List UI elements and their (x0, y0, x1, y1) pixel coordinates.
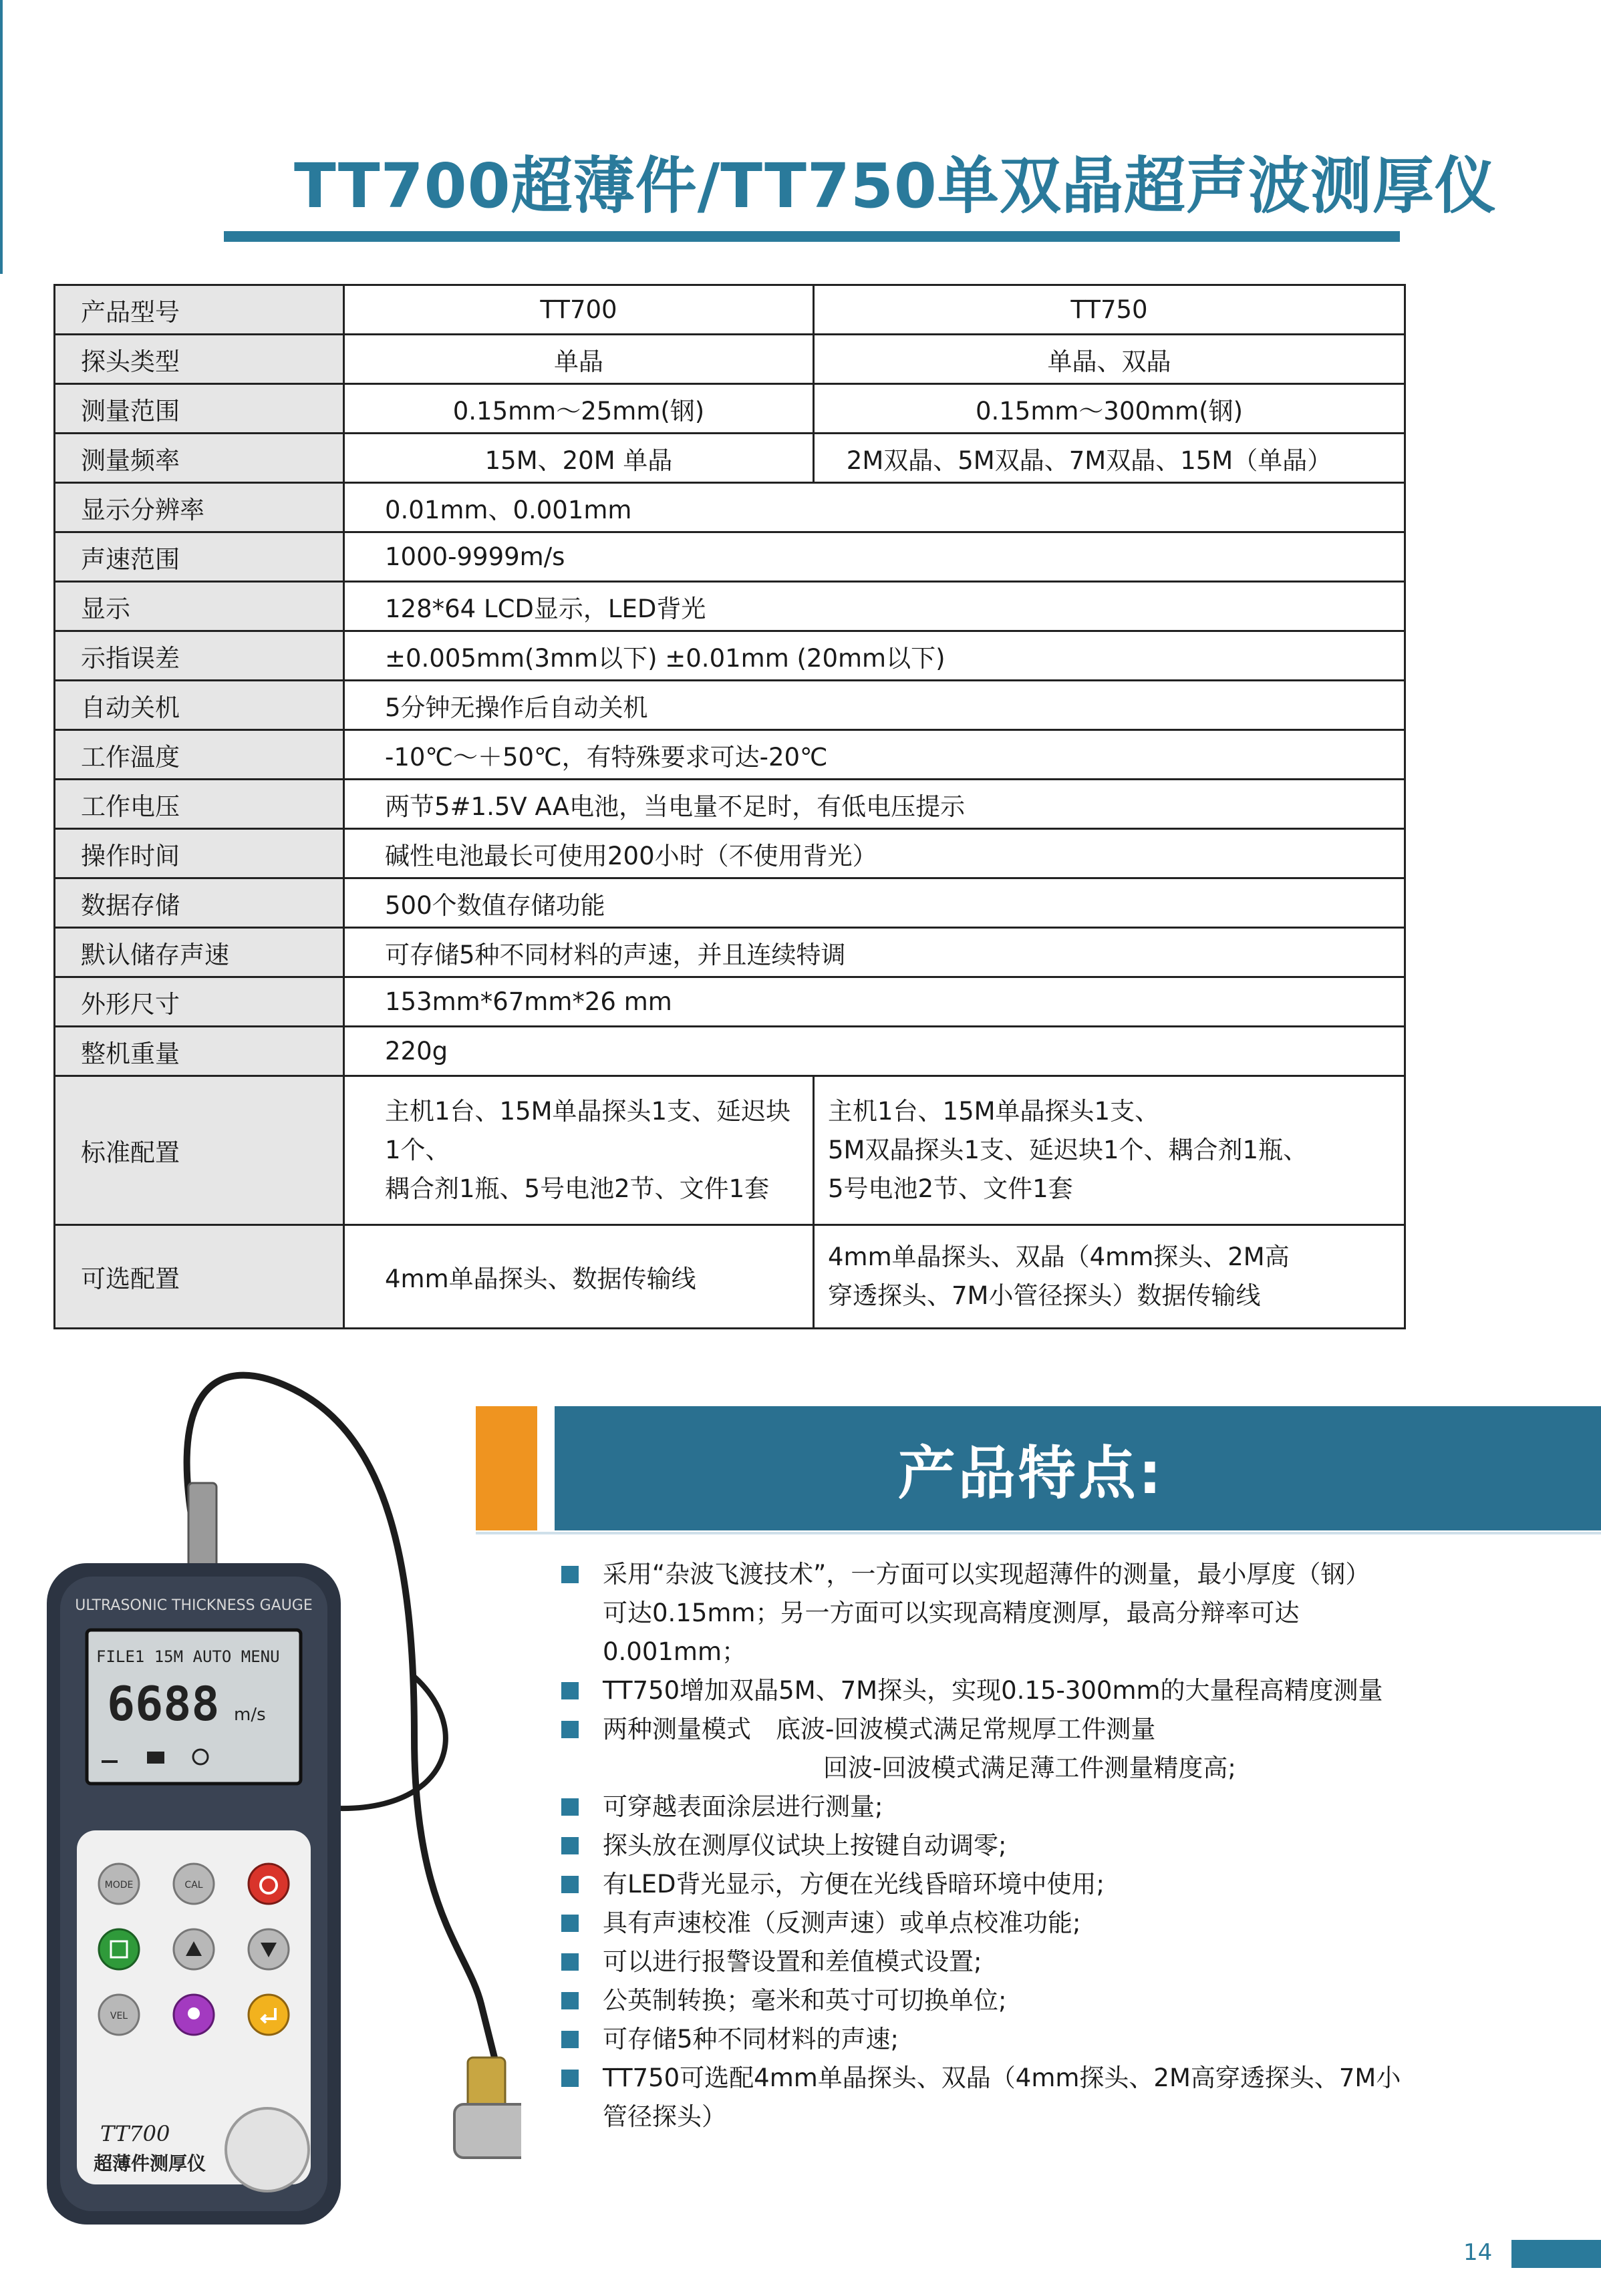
bullet-square-icon (561, 1915, 579, 1932)
features-banner (555, 1406, 1601, 1530)
feature-line: 具有声速校准（反测声速）或单点校准功能; (603, 1909, 1081, 1937)
table-row (55, 1027, 1405, 1076)
power-key (249, 1864, 289, 1904)
feature-subline: 回波-回波模式满足薄工件测量精度高; (823, 1754, 1236, 1782)
bullet-square-icon (561, 1876, 579, 1893)
screen-cursor (102, 1760, 118, 1763)
feature-line: TT750可选配4mm单晶探头、双晶（4mm探头、2M高穿透探头、7M小 (603, 2064, 1401, 2092)
standard-config-tt750 (814, 1076, 1405, 1225)
feature-line: 探头放在测厚仪试块上按键自动调零; (603, 1831, 1007, 1860)
table-row (55, 582, 1405, 631)
list-item (561, 1788, 1417, 1826)
row-label: 整机重量 (55, 1027, 344, 1076)
page-title: TT700超薄件/TT750单双晶超声波测厚仪 (294, 150, 1497, 222)
optional-config-tt700: 4mm单晶探头、数据传输线 (344, 1225, 814, 1329)
save-key (99, 1929, 139, 1969)
row-value: 500个数值存储功能 (344, 878, 1405, 928)
features-heading: 产品特点: (897, 1440, 1165, 1507)
table-row (55, 780, 1405, 829)
screen-header: FILE1 15M AUTO MENU (96, 1647, 280, 1666)
row-label: 显示分辨率 (55, 483, 344, 532)
table-row (55, 730, 1405, 780)
config-line: 5M双晶探头1支、延迟块1个、耦合剂1瓶、 (828, 1136, 1308, 1164)
feature-line: 公英制转换；毫米和英寸可切换单位; (603, 1986, 1007, 2015)
row-label: 声速范围 (55, 532, 344, 582)
feature-line: 可以进行报警设置和差值模式设置; (603, 1947, 982, 1976)
cell-tt700: 单晶 (344, 335, 814, 384)
row-label: 测量范围 (55, 384, 344, 434)
cell-tt700: TT700 (344, 285, 814, 335)
table-row (55, 532, 1405, 582)
battery-icon (147, 1752, 164, 1764)
row-value: 碱性电池最长可使用200小时（不使用背光） (344, 829, 1405, 878)
table-row (55, 878, 1405, 928)
table-row (55, 434, 1405, 483)
config-line: 4mm单晶探头、双晶（4mm探头、2M高 (828, 1243, 1290, 1271)
table-row (55, 977, 1405, 1027)
optional-config-tt750 (814, 1225, 1405, 1329)
brand-text: ULTRASONIC THICKNESS GAUGE (75, 1597, 313, 1614)
coupling-block (226, 2108, 309, 2191)
bullet-square-icon (561, 1992, 579, 2009)
table-row (55, 335, 1405, 384)
list-item (561, 1865, 1417, 1904)
list-item (561, 1671, 1417, 1710)
row-label: 标准配置 (55, 1076, 344, 1225)
list-item (561, 1904, 1417, 1943)
row-label: 测量频率 (55, 434, 344, 483)
cell-tt750: 单晶、双晶 (814, 335, 1405, 384)
cell-tt750 (814, 434, 1405, 483)
bullet-square-icon (561, 1682, 579, 1699)
feature-line: 可存储5种不同材料的声速; (603, 2025, 899, 2054)
feature-line: TT750增加双晶5M、7M探头，实现0.15-300mm的大量程高精度测量 (603, 1676, 1383, 1705)
feature-line: 两种测量模式 底波-回波模式满足常规厚工件测量 (603, 1715, 1156, 1744)
feature-line: 0.001mm； (603, 1637, 747, 1666)
config-line: 主机1台、15M单晶探头1支、延迟块1个、 (385, 1097, 791, 1164)
row-label: 操作时间 (55, 829, 344, 878)
screen-unit: m/s (234, 1705, 266, 1725)
cable-connector (188, 1483, 216, 1570)
cell-tt700: 0.15mm～25mm(钢) (344, 384, 814, 434)
list-item (561, 1555, 1417, 1671)
bullet-square-icon (561, 1721, 579, 1738)
bullet-square-icon (561, 1837, 579, 1854)
bullet-square-icon (561, 2070, 579, 2087)
enter-key (249, 1995, 289, 2035)
list-item (561, 1826, 1417, 1865)
cal-key-label: CAL (184, 1880, 203, 1891)
row-label: 可选配置 (55, 1225, 344, 1329)
list-item (561, 1943, 1417, 1981)
row-value: 220g (344, 1027, 1405, 1076)
table-row (55, 829, 1405, 878)
vel-key-label: VEL (110, 2011, 128, 2021)
left-edge-stripe (0, 0, 3, 274)
row-label: 工作温度 (55, 730, 344, 780)
title-underline (224, 231, 1400, 242)
row-value: 1000-9999m/s (344, 532, 1405, 582)
device-model: TT700 (100, 2121, 170, 2146)
table-row (55, 681, 1405, 730)
table-row (55, 384, 1405, 434)
row-value: 0.01mm、0.001mm (344, 483, 1405, 532)
feature-line: 采用“杂波飞渡技术”，一方面可以实现超薄件的测量，最小厚度（钢） (603, 1560, 1370, 1589)
row-label: 自动关机 (55, 681, 344, 730)
config-line: 主机1台、15M单晶探头1支、 (828, 1097, 1160, 1126)
row-value: -10℃～＋50℃，有特殊要求可达-20℃ (344, 730, 1405, 780)
page-number-bar (1511, 2240, 1601, 2268)
standard-config-tt700 (344, 1076, 814, 1225)
row-label: 产品型号 (55, 285, 344, 335)
spec-table (53, 284, 1406, 1329)
row-value: 5分钟无操作后自动关机 (344, 681, 1405, 730)
row-value: 153mm*67mm*26 mm (344, 977, 1405, 1027)
screen-value: 6688 (107, 1677, 220, 1732)
table-row (55, 928, 1405, 977)
row-label: 数据存储 (55, 878, 344, 928)
cell-tt750: 0.15mm～300mm(钢) (814, 384, 1405, 434)
row-value: ±0.005mm(3mm以下) ±0.01mm (20mm以下) (344, 631, 1405, 681)
list-item (561, 1710, 1417, 1788)
table-row (55, 285, 1405, 335)
feature-line: 可穿越表面涂层进行测量; (603, 1792, 883, 1821)
bullet-square-icon (561, 1953, 579, 1971)
row-value: 128*64 LCD显示，LED背光 (344, 582, 1405, 631)
config-line: 耦合剂1瓶、5号电池2节、文件1套 (385, 1174, 770, 1203)
bullet-square-icon (561, 1566, 579, 1583)
config-line: 穿透探头、7M小管径探头）数据传输线 (828, 1281, 1261, 1310)
bullet-square-icon (561, 1798, 579, 1816)
device-illustration (40, 1363, 521, 2231)
feature-list (561, 1555, 1417, 2136)
row-label: 探头类型 (55, 335, 344, 384)
config-line: 5号电池2节、文件1套 (828, 1174, 1073, 1203)
cell-tt700: 15M、20M 单晶 (344, 434, 814, 483)
cell-tt750: TT750 (814, 285, 1405, 335)
table-row (55, 483, 1405, 532)
probe-head (454, 2104, 521, 2158)
row-label: 工作电压 (55, 780, 344, 829)
row-value: 可存储5种不同材料的声速，并且连续特调 (344, 928, 1405, 977)
feature-line: 管径探头） (603, 2102, 726, 2131)
bullet-square-icon (561, 2031, 579, 2048)
list-item (561, 2020, 1417, 2059)
orange-accent-bar (476, 1406, 537, 1530)
table-row (55, 1076, 1405, 1225)
row-label: 示指误差 (55, 631, 344, 681)
list-item (561, 2059, 1417, 2136)
light-bulb-icon (188, 2007, 200, 2019)
row-label: 外形尺寸 (55, 977, 344, 1027)
table-row (55, 1225, 1405, 1329)
feature-line: 可达0.15mm；另一方面可以实现高精度测厚，最高分辩率可达 (603, 1599, 1300, 1627)
feature-line: 有LED背光显示，方便在光线昏暗环境中使用; (603, 1870, 1105, 1899)
list-item (561, 1981, 1417, 2020)
page-number: 14 (1463, 2239, 1493, 2266)
banner-underline (476, 1532, 1601, 1534)
device-model-sub: 超薄件测厚仪 (94, 2152, 206, 2174)
freq-text: 2M双晶、5M双晶、7M双晶、15M（单晶） (846, 446, 1332, 475)
mode-key-label: MODE (104, 1880, 134, 1891)
table-row (55, 631, 1405, 681)
row-label: 显示 (55, 582, 344, 631)
row-label: 默认储存声速 (55, 928, 344, 977)
row-value: 两节5#1.5V AA电池，当电量不足时，有低电压提示 (344, 780, 1405, 829)
